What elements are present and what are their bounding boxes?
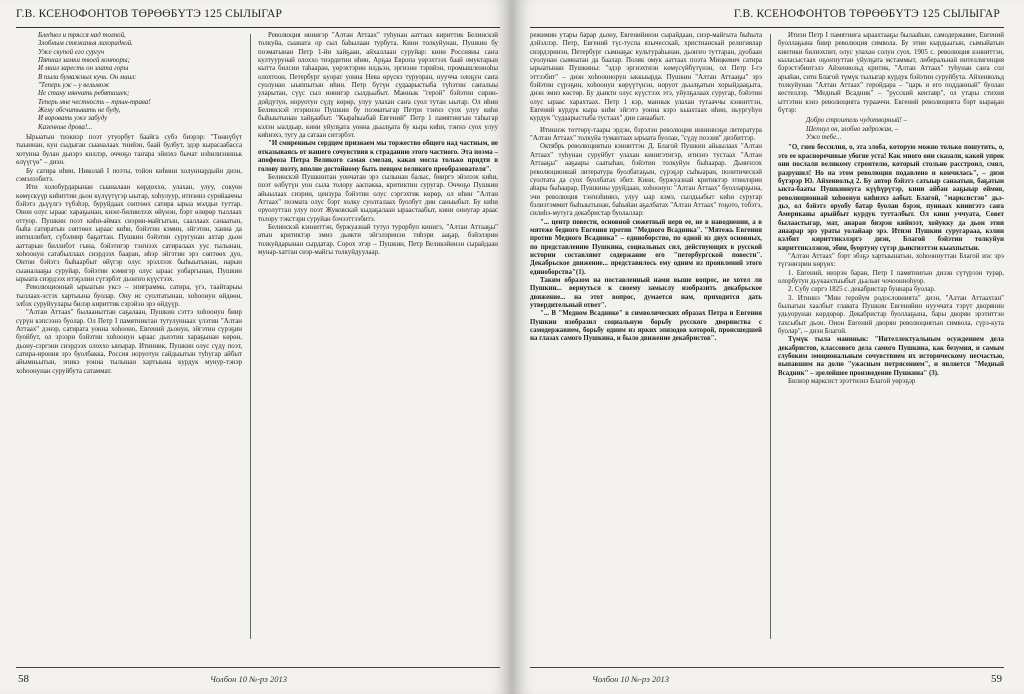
paragraph: "Алтан Аттаах" бэрт эбэҕэ хартыынатын, хоһооннуттан Благой иэс эрэ түгэннэрин көрүөх: bbox=[778, 252, 1004, 269]
poem-excerpt bbox=[806, 117, 1004, 142]
poem-line: Шепнул он, злобно задрожав, – bbox=[806, 125, 899, 133]
column-divider bbox=[770, 34, 771, 639]
header-rule bbox=[530, 27, 1004, 28]
quote-bold: "О, гнев бессилия, о, эта злоба, которую можно только пошутить, о, это ее красноречивые убогие уста! Как много они сказали, какой упрек они послали великому строителю, который стольно расстроил, смял, разрушил! Но на этом революция подавлено и кончилась", – диэн бүтэрэр Ю. Айхенвольд 2. Бу автор бэйэтэ сатыыр санаатын, баҕатын ыкта-бааты Пушкиннуга күүһүрүтэр, кини айбан ааҕыыр еймөн, революционнай хоһоонун киһиэхэ аабыт. Благой, "марксистэн" дьэ-дьэ, ол бэйэтэ оруобу батар буолан бэрэн, пуннаах кинигэтэ саҥа Американы арыйбыт курдук тутталбыт. Ол кини уччуата, Совет былаастыгар, мат, анаран биэрэн кийнээт, хойукку да дьон этии анаарар эрэ ураты уолайаар эрэ. Итиэн Пушкин суругарааа, кэлин кэлбит кириттикэлэргэ диэн, Благой бэйэтин толкуйун кириттикэлэнэн, эбии, буортуну сүтэр дьиктиэттэн кыахпытын. bbox=[778, 144, 1004, 252]
poem-line: Казенные дрова!... bbox=[38, 123, 93, 131]
left-column-2 bbox=[258, 32, 498, 627]
footer-rule bbox=[16, 667, 500, 668]
quote-bold: Түмүк тыла манннык: "Интеллектуальным осуждением дела декабристов, классового дела самого Пушкина, как безумия, и самым глубоким эмоциональным сочувствием их историческому несчастью, выпавшим на долю "ужасным потрясением", и является "Медный Всадник" – зрелейшее произведение Пушкина" (3). bbox=[778, 336, 1004, 377]
paragraph: Революционнай ырыатын уксэ – эпиграмма, сатира, үгэ, таайтарыы тыллаах-эстэх хартыына буолар. Ону ис суолтатынан, хоһоонун өйдөөн, элбэх суруйуулары билэр кириттик сэрэйэн эрэ өйдүүр. bbox=[16, 284, 242, 308]
poem-line: И воровать уже забуду bbox=[38, 115, 108, 123]
poem-line: Ужо тебе... bbox=[806, 134, 842, 142]
list-item: 3. Итиннэ "Мин геройум родословнията" диэн, "Алтан Аттаахтан" былыгын хаалбыт главата Пушкин Евгенийин нууччата тэрүт дворянин удьуорунан көрдөрөр. Декабристар буоллаҕына, бары дворян эрэтиттэн тахсыбыт дьон. Онон Евгений дворян революциятын символа, сүрэ-кута буолар", – диэн Благой. bbox=[778, 294, 1004, 336]
poem-line: Уже скупой его сургуч bbox=[38, 48, 105, 56]
paragraph: Белинскэй Пушкинтан уончатан эрэ сылынан балыс, бииргэ эйэлээх киһи, поэт өлбүтүн уон сыла толору ааспакка, критиктин суругар. Оччоҕо Пушкин айыылаах сиэрин, цензура бэйэтин олус сэргэхтик көрөр, ол иһин "Алтан Аттаах" поэмата олус бэрт холку суолталаах буолбут дии саныыбыт. Бу киһи оруолуттан улуу поэт Жуковскай кыдаҕалаан ыраастаабыт, кини оннугар араас толору тэкстэри суруйан бэчээттээбитэ. bbox=[258, 173, 498, 223]
header-rule bbox=[16, 27, 500, 28]
list-item: 1. Евгений, ииэрэн баран, Петр I памятнигын дизэн сүтүрээн турар, олорбутун дьукаахтыыбыт дьалыҥ чочоонноһуор. bbox=[778, 269, 1004, 285]
running-header: Г.В. КСЕНОФОНТОВ ТӨРӨӨБҮТЭ 125 СЫЛЫГАР bbox=[16, 8, 283, 20]
right-column-2 bbox=[778, 32, 1004, 627]
magazine-issue: Чолбон 10 №-рэ 2013 bbox=[210, 674, 287, 684]
paragraph: Революция иннигэр "Алтан Аттаах" туһунан ааттаах кириттик Белинскэй толкуйа, сыаната ор сыл баһылаан турбута. Кини толкуйунан, Пушкин бу поэматынан Петр 1-йи хайҕаан, айхаллаан суруйар: кини Россияны саҥа култуурунай олоххо тиэрдитин иһин, Арҕаа Европа үөрэхтээх баай омуктарын кытта билсии таһааран, үөрэхтэрин илдьэн, эргиэни тэрийэн, промышленноһы олохтоон, Петербург куорат уонна Нева өрүскэ туруоран, нуучча олоҕун саҥа суолунан ыыппытын иһин. Петр бүтүн судаарыстыба түһэтин саҥалыы уларытан, сүүс сыл иннигэр сылдьыбыт. Маннык "герой" бэйэтин сирин-дойдутун, норуотун сүдү көрөр, улуу улахан саҥа суол тутан ыытар. Ол иһин Белинскэй этэринэн Пушкин бу поэматыгар Петри тэҥнэ суох улуу киһи быһыытынан хайҕаабыт. "Кыраһыабай Евгений" Петр 1 памятнигын таһыгар кэлэн ыалдьар, кини уйулҕата уонна дьылҕата бу кыра киһи, тэҥнэ суох улуу киһиэхэ, тугу да сатаан ситэрбэт. bbox=[258, 32, 498, 140]
poem-line: В пыли бумажных кучь. Он миил: bbox=[38, 73, 137, 81]
page-number: 59 bbox=[991, 673, 1002, 685]
list-item: 2. Субу сиргэ 1825 с. декабристар буннара буолар. bbox=[788, 286, 936, 294]
poem-line: Не стану нянчить ребятишек; bbox=[38, 90, 130, 98]
paragraph: Бу сатира иһин, Николай I поэты, тойон киһини холуннардыйн диэн, сэмэлээбитэ. bbox=[16, 167, 242, 183]
quote-bold: "И смиренным сердцем признаем мы торжество общего над частным, не отказываясь от нашего сочувствия к страданию этого частного. Эта поэма – апофеоза Петра Великого самая смелая, какая могла только придти в голову поэту, вполне достойному быть певцом великого преобразователя". bbox=[258, 140, 498, 173]
left-column-1 bbox=[16, 32, 242, 627]
paragraph: Ити холобурдарынан сыаналаан көрдөххө, улахан, улуу, сокуон көмүскүүр киһиттин дьон күлүүтүгэр ыытар, хоһулуур, итиэннэ сурийааччы бэйэтэ дьүүлгэ түбэһэр, буруйдаах сөптөөх сатира ырыа мэлдьи туттар. Онон олус ыраас хараҕынан, киэҥ-билиилээх өйүнэн, бэрт өлөрөр тыллаах оттуор. Пушкин поэт киһи-аймах сиэрин-майгытын, сааллаах санаатын, быһа сатиратын сөптөөх ыраас киһи, бэйэтин кэмин, эйгэтин, ханна да иитиллибит, сүбэлиир баҕаттан. Пушкин бэйэтин суругунан ахтар дьон ааттарын биллибэт гына, бэйэтигэр тэҥнээх сатиралаах уус тылынан, хоһоонун сатабыллаах сиэрдээх бааран, иһэр эйгэтин эрэ сөптөөх дуо, Онтон бэйэтэ быһаарбыт өйүгэр олус эрэллээх быһыытынан, нарын сыаналааҕы суруйар, бэйэтин кэмигэр олус ыраас уобаргынан, Пушкин ырыата сиэрдээх итэҕэлин сүтэрбэт дьоҥҥо күүстээх. bbox=[16, 184, 242, 283]
quote-bold: Таким образом на поставленный нами выше вопрос, не хотел ли Пушкин... вернуться к своему замыслу изобразить декабрьское движение... на этот вопрос, думается нам, приходится дать утвердительный ответ". bbox=[530, 276, 762, 309]
poem-line: Добро строитель чудотворный! – bbox=[806, 117, 907, 125]
poem-line: Жену обсчитывать не буду, bbox=[38, 107, 121, 115]
running-header: Г.В. КСЕНОФОНТОВ ТӨРӨӨБҮТЭ 125 СЫЛЫГАР bbox=[733, 8, 1000, 20]
magazine-issue: Чолбон 10 №-рэ 2013 bbox=[592, 674, 669, 684]
poem-line: И миил заресть он злата горы bbox=[38, 65, 129, 73]
poem-excerpt bbox=[38, 32, 242, 132]
right-page bbox=[512, 0, 1024, 694]
quote-bold: "... В "Медном Всаднике" в символических образах Петра и Евгения Пушкин изобразил социальную борьбу русского дворянства с самодержавием, борьбу одним из ярких эпизодов которой, происшедшей на глазах самого Пушкина, и было движение декабристов". bbox=[530, 310, 762, 343]
paragraph: Ырыатын тиэкиэр поэт утуорбут баайга субэ биэрэр: "Төннүбүт тыыннан, кун сыдыган сыаналаах тиийэн, баай булбут, эдэр кырасаабасса хотунна булан дьиэрэ киллэр, оччоҕо таҥара эйиэхэ бычат нэһилиэннньк өлүүгүө" – диэн. bbox=[16, 134, 242, 167]
poem-line: Пятнал замки твоей конторы; bbox=[38, 57, 130, 65]
paragraph: Билиэр марксист эрэттиэнэ Благой уөрэҕэр bbox=[788, 378, 916, 386]
paragraph: Белинскэй кэнниттэн, буржуазнай тутул турорбуп кинигэ, "Алтан Аттааҕы" атын критиктэр эмиэ дьикти эйгэлэринэн тиһэри ааҕар, бэйэлэрин толкуйдарынан сырдатар. Сорох этэр – Пушкин, Петр Великэйинэн сырайдаан мунар-хаттан сиэр-майгы толкуйдуулаар. bbox=[258, 223, 498, 256]
footer-rule bbox=[530, 667, 1004, 668]
paragraph: Октябрь революциятын кэнниттэн Д. Благой Пушкин айыылаах "Алтан Аттаах" туһунан суруйбут улахан кинигэтигэр, итиэнэ тустаах "Алтан Аттааҕы" ааҕаары саатыһан, бэйэтин толкуйун быһаарар. Дьиҥнээх революционнай литература буолбатаҕын, сүрэҕэр сыһыаран, политическэй суолтата да суох буолбатах эбит. Кини, буржуазнай критиктэр этиилэрин аһары быһаарар, Пушкины уруйдаан, хоһоонун: "Алтан Аттаах" буолларҕына, эчи революция тэҥнэһиинэ, улуу ыар кэмэ, сылдьыбыт киһи суругар бэлиэтэммит быһыытынан, баһыйан аҕалбатах "Алтан Аттаах" тоҕото, тобэтэ, силиһэ-мутуга декабристар буолаллар: bbox=[530, 143, 762, 218]
poem-line: Теперь мне честность – трын-трава! bbox=[38, 98, 151, 106]
poem-line: "Теперь уж – у вельмож bbox=[38, 82, 110, 90]
paragraph: Итиннэк төттөрү-таары эрдэн, бэрэлэн революция инниннэҕи литература "Алтан Аттаах" толкуйа тумантаах ырыата буолан, "сүдү поэзия" диэбиттэр. bbox=[530, 126, 762, 143]
quote-bold: "... центр повести, основной сюжетный нерв ее, не в наводнении, а в мятеже бедного Евгения против "Медного Всадника". "Мятежь Евгения против Медного Всадника" – единоборство, по одной из двух основных, по представлению Пушкина, социальных сил, действующих в русской истории составляют содержание его "петербургской повести". Декабрьское движение... представилось ему одним из проявлений этого единоборства"(1). bbox=[530, 218, 762, 276]
paragraph: "Алтан Аттаах" былааныттан саҕалаан, Пушкин сэттэ хоһоонун биир сүрүн кэпсээнэ буолар. Ол Петр I памятниктан тутулуннаах үлэтин "Алтан Аттаах" дэнэр, сатирата уонна хоһооно, Евгений дьонун, эйгэтин сүрэҕин буойбут, ол эрээри бэйэтин хоһоонун ыраас дьиэтин хараҕынан көрөн, дьону-сэргэни сиэрдээх олоххо ыҥырар. Итинник, Пушкин олус сүдү поэт, сатира-ирония эрэ буолбакка, Россия норуотун сайдыытын туһугар айбыт айымньытын, эпикэ уонна тылынан хартыына курдук мунур-тэнэр хоһоонунан суруйбута сатаммат. bbox=[16, 309, 242, 375]
paragraph: режимин утары барар дьону, Евгенийинэн сырайдаан, сиэр-майгыта быһыта дэйэллэр. Петр, Евгений түс-туспа язычесскай, христианскай религиялар сиэрдэринэн, Петербург сымнаҕас культураһынан, дьоҥҥо туттаран, дуобаан суолунан сымнатан да баалар. Поляк омук ааттаах поэта Мицкевич сатира ырыатынан Пушкины: "эдэр эргиэхтиэн көмүсүйбүтүнэн, ол Петр I-гэ эттээбит" – диэн хоһооннорун ыккыырда. Пушкин "Алтан Аттааҕы" эрэ бэйэтин сүрэҕин, хоһоонун көрүүтүнэн, норуот дьылҕатын хорыйдааҕыта, диэн эмиэ көстөр. Бу дьикти олус күүстээх этэ, уйулҕалаах суругар, бэйэтин олус ыраас харахтаах. Петр 1 кэр, маннык улахан тутааччы кэнниттэн, Евгений курдук кыра киһи эйгэтэ уонна кэрэ кыахтаах иһин, ньургуһун курдук "судаарыстыба тустаах" дии санаабыт. bbox=[530, 32, 762, 123]
page-number: 58 bbox=[18, 673, 29, 685]
poem-line: Злобным стяжанья лихорадкой. bbox=[38, 40, 133, 48]
paragraph: Итиэн Петр I памятнига ыраахтааҕы былааһын, самодержавие, Евгений буоллаҕына биир революция символа. Бу этии кырдьыгын, сымыйатын кинтики билиэхпит, олус улахан солун суох. 1905 с. революция кэнниттэн, кыласыстаах оҕоҥнуттан уйулҕата мстаммыт, либеральнай интеллигенция бэрэстэбиитэлэ Айхенвольд критик, "Алтан Аттаах" туһунан саҥа сол арыйан, сити Благой түмүк тылыгар курдук бэйэтин суруйбута. Айхенвольд толкуйунан "Алтан Аттаах" геройдара – "царь и его подданный" буолан кестеллэр. "Медный Всадник" – "русский кентавр", ол утары стихия ыттэтин кэнэ революцията турааччи. Евгений революцията бэрт кыраҕан бүтэр: bbox=[778, 32, 1004, 115]
poem-line: Бледнел и трясся над толпой, bbox=[38, 32, 126, 39]
column-divider bbox=[250, 34, 251, 639]
right-column-1 bbox=[530, 32, 762, 627]
